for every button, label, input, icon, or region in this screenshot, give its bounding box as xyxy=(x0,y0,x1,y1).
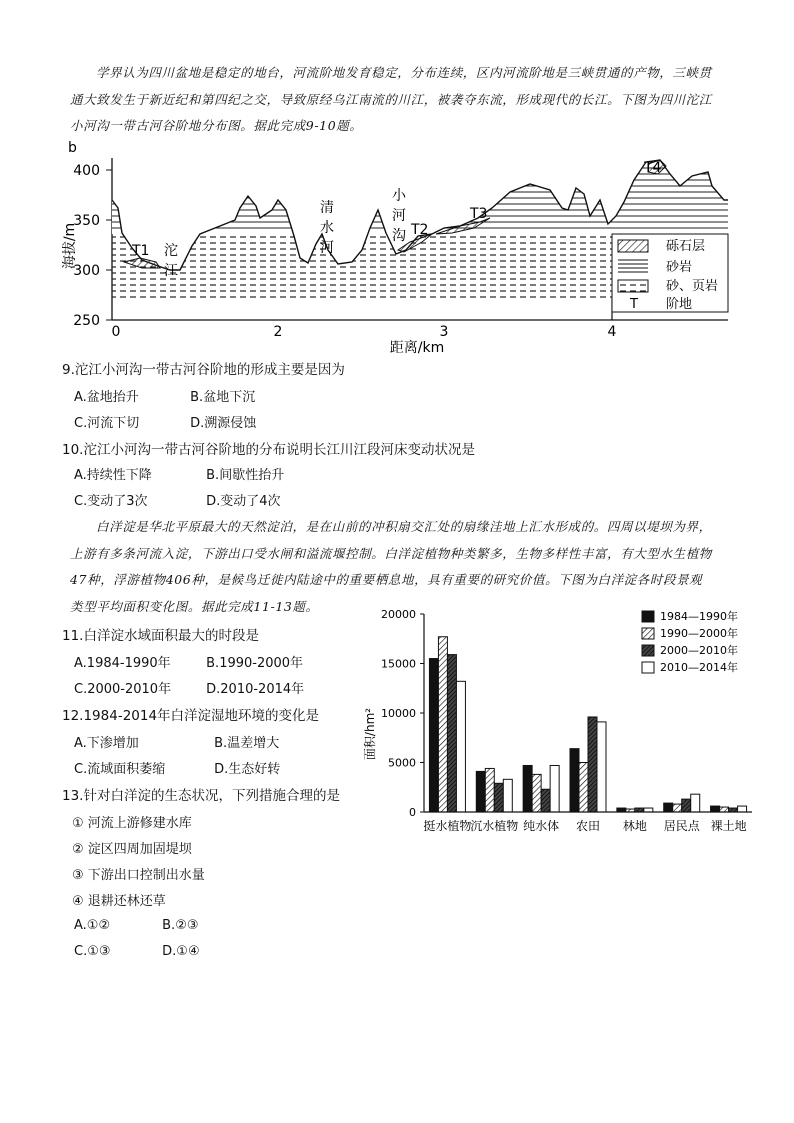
legend-label-0: 1984—1990年 xyxy=(660,610,738,623)
legend-label-3: 2010—2014年 xyxy=(660,661,738,674)
question-13-stem: 13.针对白洋淀的生态状况，下列措施合理的是 xyxy=(62,788,340,804)
label-t4: T4 xyxy=(644,160,662,176)
q11-option-d[interactable]: D.2010-2014年 xyxy=(206,682,305,697)
question-11-stem: 11.白洋淀水域面积最大的时段是 xyxy=(62,628,259,644)
label-xiaohegou-3: 沟 xyxy=(392,228,406,244)
question-9-options-row1 xyxy=(74,386,255,405)
legend-gravel-label: 砾石层 xyxy=(666,239,706,254)
bar-0-series-3 xyxy=(456,681,465,812)
q9-option-b[interactable]: B.盆地下沉 xyxy=(190,390,256,405)
bar-1-series-3 xyxy=(503,779,512,812)
bar-3-series-3 xyxy=(597,722,606,812)
q9-option-d[interactable]: D.溯源侵蚀 xyxy=(190,416,257,431)
legend-label-2: 2000—2010年 xyxy=(660,644,738,657)
question-12-stem: 12.1984-2014年白洋淀湿地环境的变化是 xyxy=(62,708,320,724)
intro2-line2: 上游有多条河流入淀，下游出口受水闸和溢流堰控制。白洋淀植物种类繁多，生物多样性丰富，有大型水生植物 xyxy=(70,545,712,561)
label-t2: T2 xyxy=(411,222,429,238)
profile-xtick-4: 4 xyxy=(607,324,617,340)
bar-y-tick-label-0: 0 xyxy=(409,806,416,819)
bar-5-series-2 xyxy=(682,799,691,812)
bar-3-series-0 xyxy=(570,749,579,812)
question-13-options-row1 xyxy=(74,918,199,933)
question-9-options-row2 xyxy=(74,412,256,431)
question-11-options-row2 xyxy=(74,678,304,697)
label-qingshuihe-2: 水 xyxy=(320,220,334,236)
bar-5-series-0 xyxy=(664,803,673,812)
intro2-line3: 47种，浮游植物406种，是候鸟迁徙内陆途中的重要栖息地，具有重要的研究价值。下图为白洋淀各时段景观 xyxy=(70,572,703,587)
legend-swatch-0 xyxy=(642,611,654,622)
q12-option-d[interactable]: D.生态好转 xyxy=(214,762,281,777)
q9-option-a[interactable]: A.盆地抬升 xyxy=(74,390,139,405)
bar-2-series-3 xyxy=(550,765,559,812)
question-11-options-row1 xyxy=(74,652,303,671)
bar-category-label-6: 裸土地 xyxy=(710,819,747,833)
profile-xtick-0: 0 xyxy=(111,324,121,340)
label-qingshuihe-3: 河 xyxy=(320,240,334,256)
question-9-stem: 9.沱江小河沟一带古河谷阶地的形成主要是因为 xyxy=(62,362,345,378)
label-t1: T1 xyxy=(132,243,150,259)
intro1-line1: 学界认为四川盆地是稳定的地台，河流阶地发育稳定，分布连续，区内河流阶地是三峡贯通的产物，三峡贯 xyxy=(96,65,712,80)
bar-y-tick-label-15000: 15000 xyxy=(381,657,416,671)
question-10-stem: 10.沱江小河沟一带古河谷阶地的分布说明长江川江段河床变动状况是 xyxy=(62,442,475,458)
bar-category-label-0: 挺水植物 xyxy=(423,819,472,833)
profile-ytick-350: 350 xyxy=(73,213,100,229)
bar-2-series-2 xyxy=(541,789,550,812)
profile-ytick-400: 400 xyxy=(73,163,100,179)
intro2-line4: 类型平均面积变化图。据此完成11-13题。 xyxy=(70,598,319,614)
bar-5-series-1 xyxy=(673,804,682,812)
label-xiaohegou-1: 小 xyxy=(392,188,406,204)
q10-option-a[interactable]: A.持续性下降 xyxy=(74,468,152,483)
question-13-options-row2 xyxy=(74,944,200,959)
bar-2-series-1 xyxy=(532,774,541,812)
legend-shale-label: 砂、页岩 xyxy=(666,279,719,294)
legend-terrace-label: 阶地 xyxy=(666,297,693,312)
terrace-profile-figure xyxy=(60,138,750,360)
q13-item-4: ④ 退耕还林还草 xyxy=(72,894,166,909)
profile-x-label: 距离/km xyxy=(389,340,445,356)
q13-option-b[interactable]: B.②③ xyxy=(162,918,199,933)
bar-6-series-1 xyxy=(720,807,729,812)
bar-1-series-0 xyxy=(476,771,485,812)
q10-option-d[interactable]: D.变动了4次 xyxy=(206,494,281,509)
bar-1-series-2 xyxy=(494,783,503,812)
bar-0-series-0 xyxy=(429,659,438,812)
q13-option-a[interactable]: A.①② xyxy=(74,918,111,933)
bar-1-series-1 xyxy=(485,768,494,812)
bar-chart-legend xyxy=(642,609,738,674)
question-10-options-row2 xyxy=(74,490,281,509)
bar-category-label-3: 农田 xyxy=(575,819,601,833)
profile-xtick-3: 3 xyxy=(439,324,449,340)
q13-option-d[interactable]: D.①④ xyxy=(162,944,200,959)
bar-category-label-5: 居民点 xyxy=(663,819,700,833)
bar-0-series-2 xyxy=(447,655,456,812)
intro1-line3: 小河沟一带古河谷阶地分布图。据此完成9-10题。 xyxy=(70,118,363,133)
q10-option-c[interactable]: C.变动了3次 xyxy=(74,494,148,509)
q13-option-c[interactable]: C.①③ xyxy=(74,944,111,959)
profile-legend xyxy=(612,234,728,312)
bar-category-label-1: 沉水植物 xyxy=(470,819,519,833)
question-10-options-row1 xyxy=(74,464,284,483)
label-tuojiang-1: 沱 xyxy=(164,243,178,259)
profile-ytick-300: 300 xyxy=(73,263,100,279)
bar-category-label-2: 纯水体 xyxy=(523,819,560,833)
legend-sandstone-label: 砂岩 xyxy=(666,260,693,275)
profile-y-label: 海拔/m xyxy=(62,222,78,270)
legend-swatch-1 xyxy=(642,628,654,639)
bar-y-tick-label-20000: 20000 xyxy=(381,608,416,621)
legend-swatch-2 xyxy=(642,645,654,656)
bar-chart-y-label: 面积/hm² xyxy=(363,707,377,761)
legend-shale-swatch xyxy=(618,280,648,292)
bar-5-series-3 xyxy=(691,794,700,812)
label-t3: T3 xyxy=(470,206,488,222)
q13-item-3: ③ 下游出口控制出水量 xyxy=(72,868,205,883)
bar-y-tick-label-10000: 10000 xyxy=(381,707,416,720)
q13-item-1: ① 河流上游修建水库 xyxy=(72,816,192,831)
q11-option-b[interactable]: B.1990-2000年 xyxy=(206,656,304,671)
question-12-options-row2 xyxy=(74,758,280,777)
q12-option-b[interactable]: B.温差增大 xyxy=(214,736,280,751)
baiyangdian-bar-chart xyxy=(360,604,760,844)
legend-label-1: 1990—2000年 xyxy=(660,627,738,640)
legend-terrace-symbol: T xyxy=(630,297,638,312)
label-qingshuihe-1: 清 xyxy=(320,200,334,216)
bar-3-series-2 xyxy=(588,717,597,812)
q12-option-c[interactable]: C.流域面积萎缩 xyxy=(74,762,166,777)
profile-xtick-2: 2 xyxy=(273,324,283,340)
profile-ytick-250: 250 xyxy=(73,313,100,329)
bar-3-series-1 xyxy=(579,763,588,813)
profile-panel-label: b xyxy=(68,140,77,156)
label-xiaohegou-2: 河 xyxy=(392,208,406,224)
intro1-line2: 通大致发生于新近纪和第四纪之交，导致原经乌江南流的川江，被袭夺东流，形成现代的长江。下图为四川沱江 xyxy=(70,91,712,107)
legend-swatch-3 xyxy=(642,662,654,673)
bar-0-series-1 xyxy=(438,637,447,812)
q10-option-b[interactable]: B.间歇性抬升 xyxy=(206,468,285,483)
intro2-line1: 白洋淀是华北平原最大的天然淀泊，是在山前的冲积扇交汇处的扇缘洼地上汇水形成的。四周以堤坝为界， xyxy=(96,519,712,534)
bar-6-series-0 xyxy=(711,806,720,812)
q11-option-a[interactable]: A.1984-1990年 xyxy=(74,656,171,671)
intro-paragraph-1 xyxy=(70,60,750,140)
q11-option-c[interactable]: C.2000-2010年 xyxy=(74,682,172,697)
q13-item-2: ② 淀区四周加固堤坝 xyxy=(72,842,192,857)
bar-2-series-0 xyxy=(523,765,532,812)
bar-y-tick-label-5000: 5000 xyxy=(388,756,416,770)
label-tuojiang-2: 江 xyxy=(164,263,178,279)
q12-option-a[interactable]: A.下渗增加 xyxy=(74,736,139,751)
question-12-options-row1 xyxy=(74,732,279,751)
q9-option-c[interactable]: C.河流下切 xyxy=(74,416,140,431)
bar-category-label-4: 林地 xyxy=(622,819,647,833)
bar-6-series-3 xyxy=(738,806,747,812)
legend-gravel-swatch xyxy=(618,240,648,252)
